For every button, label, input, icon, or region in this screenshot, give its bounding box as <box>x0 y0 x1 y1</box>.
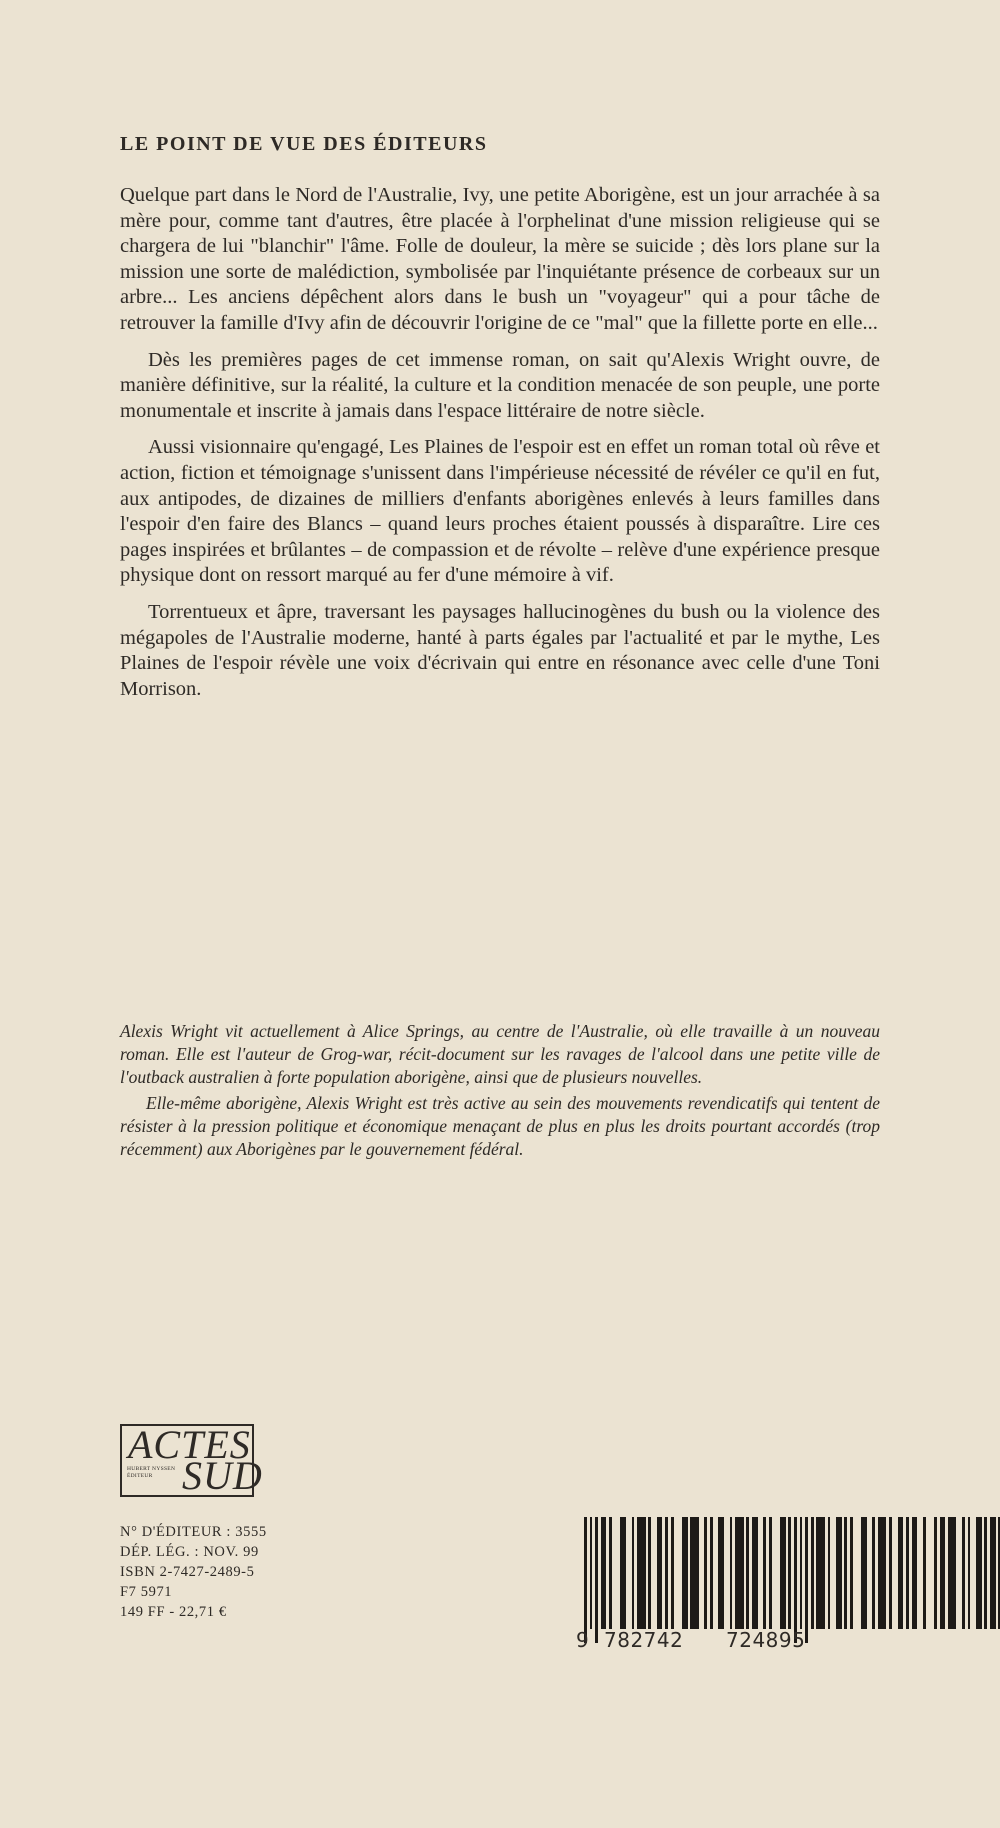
barcode-bar-35 <box>872 1517 875 1629</box>
barcode-bar-19 <box>746 1517 749 1629</box>
barcode-bar-45 <box>962 1517 965 1629</box>
barcode-bar-31 <box>836 1517 842 1629</box>
review-paragraph-3: Aussi visionnaire qu'engagé, Les Plaines de l'espoir est en effet un roman total où rêve et action, fiction et témoignage s'unissent dans l'impérieuse nécessité de révéler ce qu'il en fut, aux antipodes, de dizaines de milliers d'enfants aborigènes enlevés à leurs familles dans l'espoir d'en faire des Blancs – quand leurs proches étaient poussés à disparaître. Lire ces pages inspirées et brûlantes – de compassion et de révolte – relève d'une expérience presque physique dont on ressort marqué au fer d'une mémoire à vif. <box>120 436 880 587</box>
barcode-bar-27 <box>805 1517 808 1643</box>
barcode <box>578 1517 846 1657</box>
barcode-bar-17 <box>730 1517 733 1629</box>
barcode-bar-7 <box>637 1517 645 1629</box>
barcode-bar-0 <box>584 1517 587 1643</box>
barcode-bar-32 <box>844 1517 847 1629</box>
review-paragraph-2: Dès les premières pages de cet immense roman, on sait qu'Alexis Wright ouvre, de manière définitive, sur la réalité, la culture et la condition menacée de son peuple, une porte monumentale et inscrite à jamais dans l'espace littéraire de notre siècle. <box>120 348 880 422</box>
barcode-bar-8 <box>648 1517 651 1629</box>
barcode-bar-23 <box>780 1517 786 1629</box>
barcode-left-group: 782742 <box>604 1628 684 1652</box>
barcode-bar-9 <box>657 1517 663 1629</box>
barcode-bar-41 <box>923 1517 926 1629</box>
editor-number: N° D'ÉDITEUR : 3555 <box>120 1524 267 1540</box>
barcode-bar-42 <box>934 1517 937 1629</box>
barcode-bar-28 <box>811 1517 814 1629</box>
barcode-bar-29 <box>816 1517 824 1629</box>
barcode-bar-22 <box>769 1517 772 1629</box>
bio-paragraph-1: Alexis Wright vit actuellement à Alice Springs, au centre de l'Australie, où elle travaille à un nouveau roman. Elle est l'auteur de Grog-war, récit-document sur les ravages de l'alcool dans une petite ville de l'outback australien à forte population aborigène, ainsi que de plusieurs nouvelles. <box>120 1021 880 1087</box>
page-heading: LE POINT DE VUE DES ÉDITEURS <box>120 133 488 155</box>
review-paragraph-4: Torrentueux et âpre, traversant les paysages hallucinogènes du bush ou la violence des mégapoles de l'Australie moderne, hanté à parts égales par l'actualité et par le mythe, Les Plaines de l'espoir révèle une voix d'écrivain qui entre en résonance avec celle d'une Toni Morrison. <box>120 600 880 700</box>
barcode-bar-44 <box>948 1517 956 1629</box>
price: 149 FF - 22,71 € <box>120 1604 227 1620</box>
legal-deposit: DÉP. LÉG. : NOV. 99 <box>120 1544 259 1560</box>
edition-info <box>120 1522 267 1622</box>
barcode-bar-33 <box>850 1517 853 1629</box>
barcode-bar-40 <box>912 1517 918 1629</box>
barcode-bar-48 <box>984 1517 987 1629</box>
barcode-bar-12 <box>682 1517 688 1629</box>
barcode-bar-26 <box>800 1517 803 1629</box>
barcode-bar-6 <box>632 1517 635 1629</box>
review-paragraph-1: Quelque part dans le Nord de l'Australie, Ivy, une petite Aborigène, est un jour arrachée à sa mère pour, comme tant d'autres, être placée à l'orphelinat d'une mission religieuse qui se chargera de lui "blanchir" l'âme. Folle de douleur, la mère se suicide ; dès lors plane sur la mission une sorte de malédiction, symbolisée par l'inquiétante présence de corbeaux sur un arbre... Les anciens dépêchent alors dans le bush un "voyageur" qui a pour tâche de retrouver la famille d'Ivy afin de découvrir l'origine de ce "mal" que la fillette porte en elle... <box>120 184 880 334</box>
barcode-bar-34 <box>861 1517 867 1629</box>
barcode-right-group: 724895 <box>726 1628 806 1652</box>
barcode-bar-37 <box>889 1517 892 1629</box>
barcode-bar-21 <box>763 1517 766 1629</box>
barcode-bar-39 <box>906 1517 909 1629</box>
isbn: ISBN 2-7427-2489-5 <box>120 1564 255 1580</box>
barcode-bar-15 <box>710 1517 713 1629</box>
barcode-bar-20 <box>752 1517 758 1629</box>
barcode-bar-1 <box>590 1517 593 1629</box>
barcode-bar-2 <box>595 1517 598 1643</box>
barcode-bar-30 <box>828 1517 831 1629</box>
barcode-bar-13 <box>690 1517 698 1629</box>
barcode-bar-10 <box>665 1517 668 1629</box>
barcode-bar-3 <box>601 1517 607 1629</box>
barcode-bar-38 <box>898 1517 904 1629</box>
logo-publisher: HUBERT NYSSEN ÉDITEUR <box>127 1466 176 1479</box>
barcode-bar-4 <box>609 1517 612 1629</box>
barcode-bar-14 <box>704 1517 707 1629</box>
publisher-logo <box>120 1422 263 1498</box>
barcode-bar-49 <box>990 1517 996 1629</box>
barcode-first-digit: 9 <box>576 1628 590 1652</box>
barcode-bars <box>578 1517 846 1633</box>
author-bio <box>120 1020 880 1165</box>
logo-actes: ACTES <box>128 1422 251 1467</box>
barcode-bar-24 <box>788 1517 791 1629</box>
barcode-bar-47 <box>976 1517 982 1629</box>
barcode-bar-11 <box>671 1517 674 1629</box>
bio-paragraph-2: Elle-même aborigène, Alexis Wright est très active au sein des mouvements revendicatifs qui tentent de résister à la pression politique et économique menaçant de plus en plus les droits pourtant accordés (trop récemment) aux Aborigènes par le gouvernement fédéral. <box>120 1093 880 1159</box>
barcode-bar-46 <box>968 1517 971 1629</box>
logo-sud: SUD <box>182 1453 263 1498</box>
barcode-bar-36 <box>878 1517 886 1629</box>
barcode-bar-16 <box>718 1517 724 1629</box>
publisher-review <box>120 183 880 713</box>
barcode-bar-5 <box>620 1517 626 1629</box>
barcode-bar-43 <box>940 1517 946 1629</box>
barcode-bar-25 <box>794 1517 797 1643</box>
barcode-bar-18 <box>735 1517 743 1629</box>
catalog-code: F7 5971 <box>120 1584 173 1600</box>
